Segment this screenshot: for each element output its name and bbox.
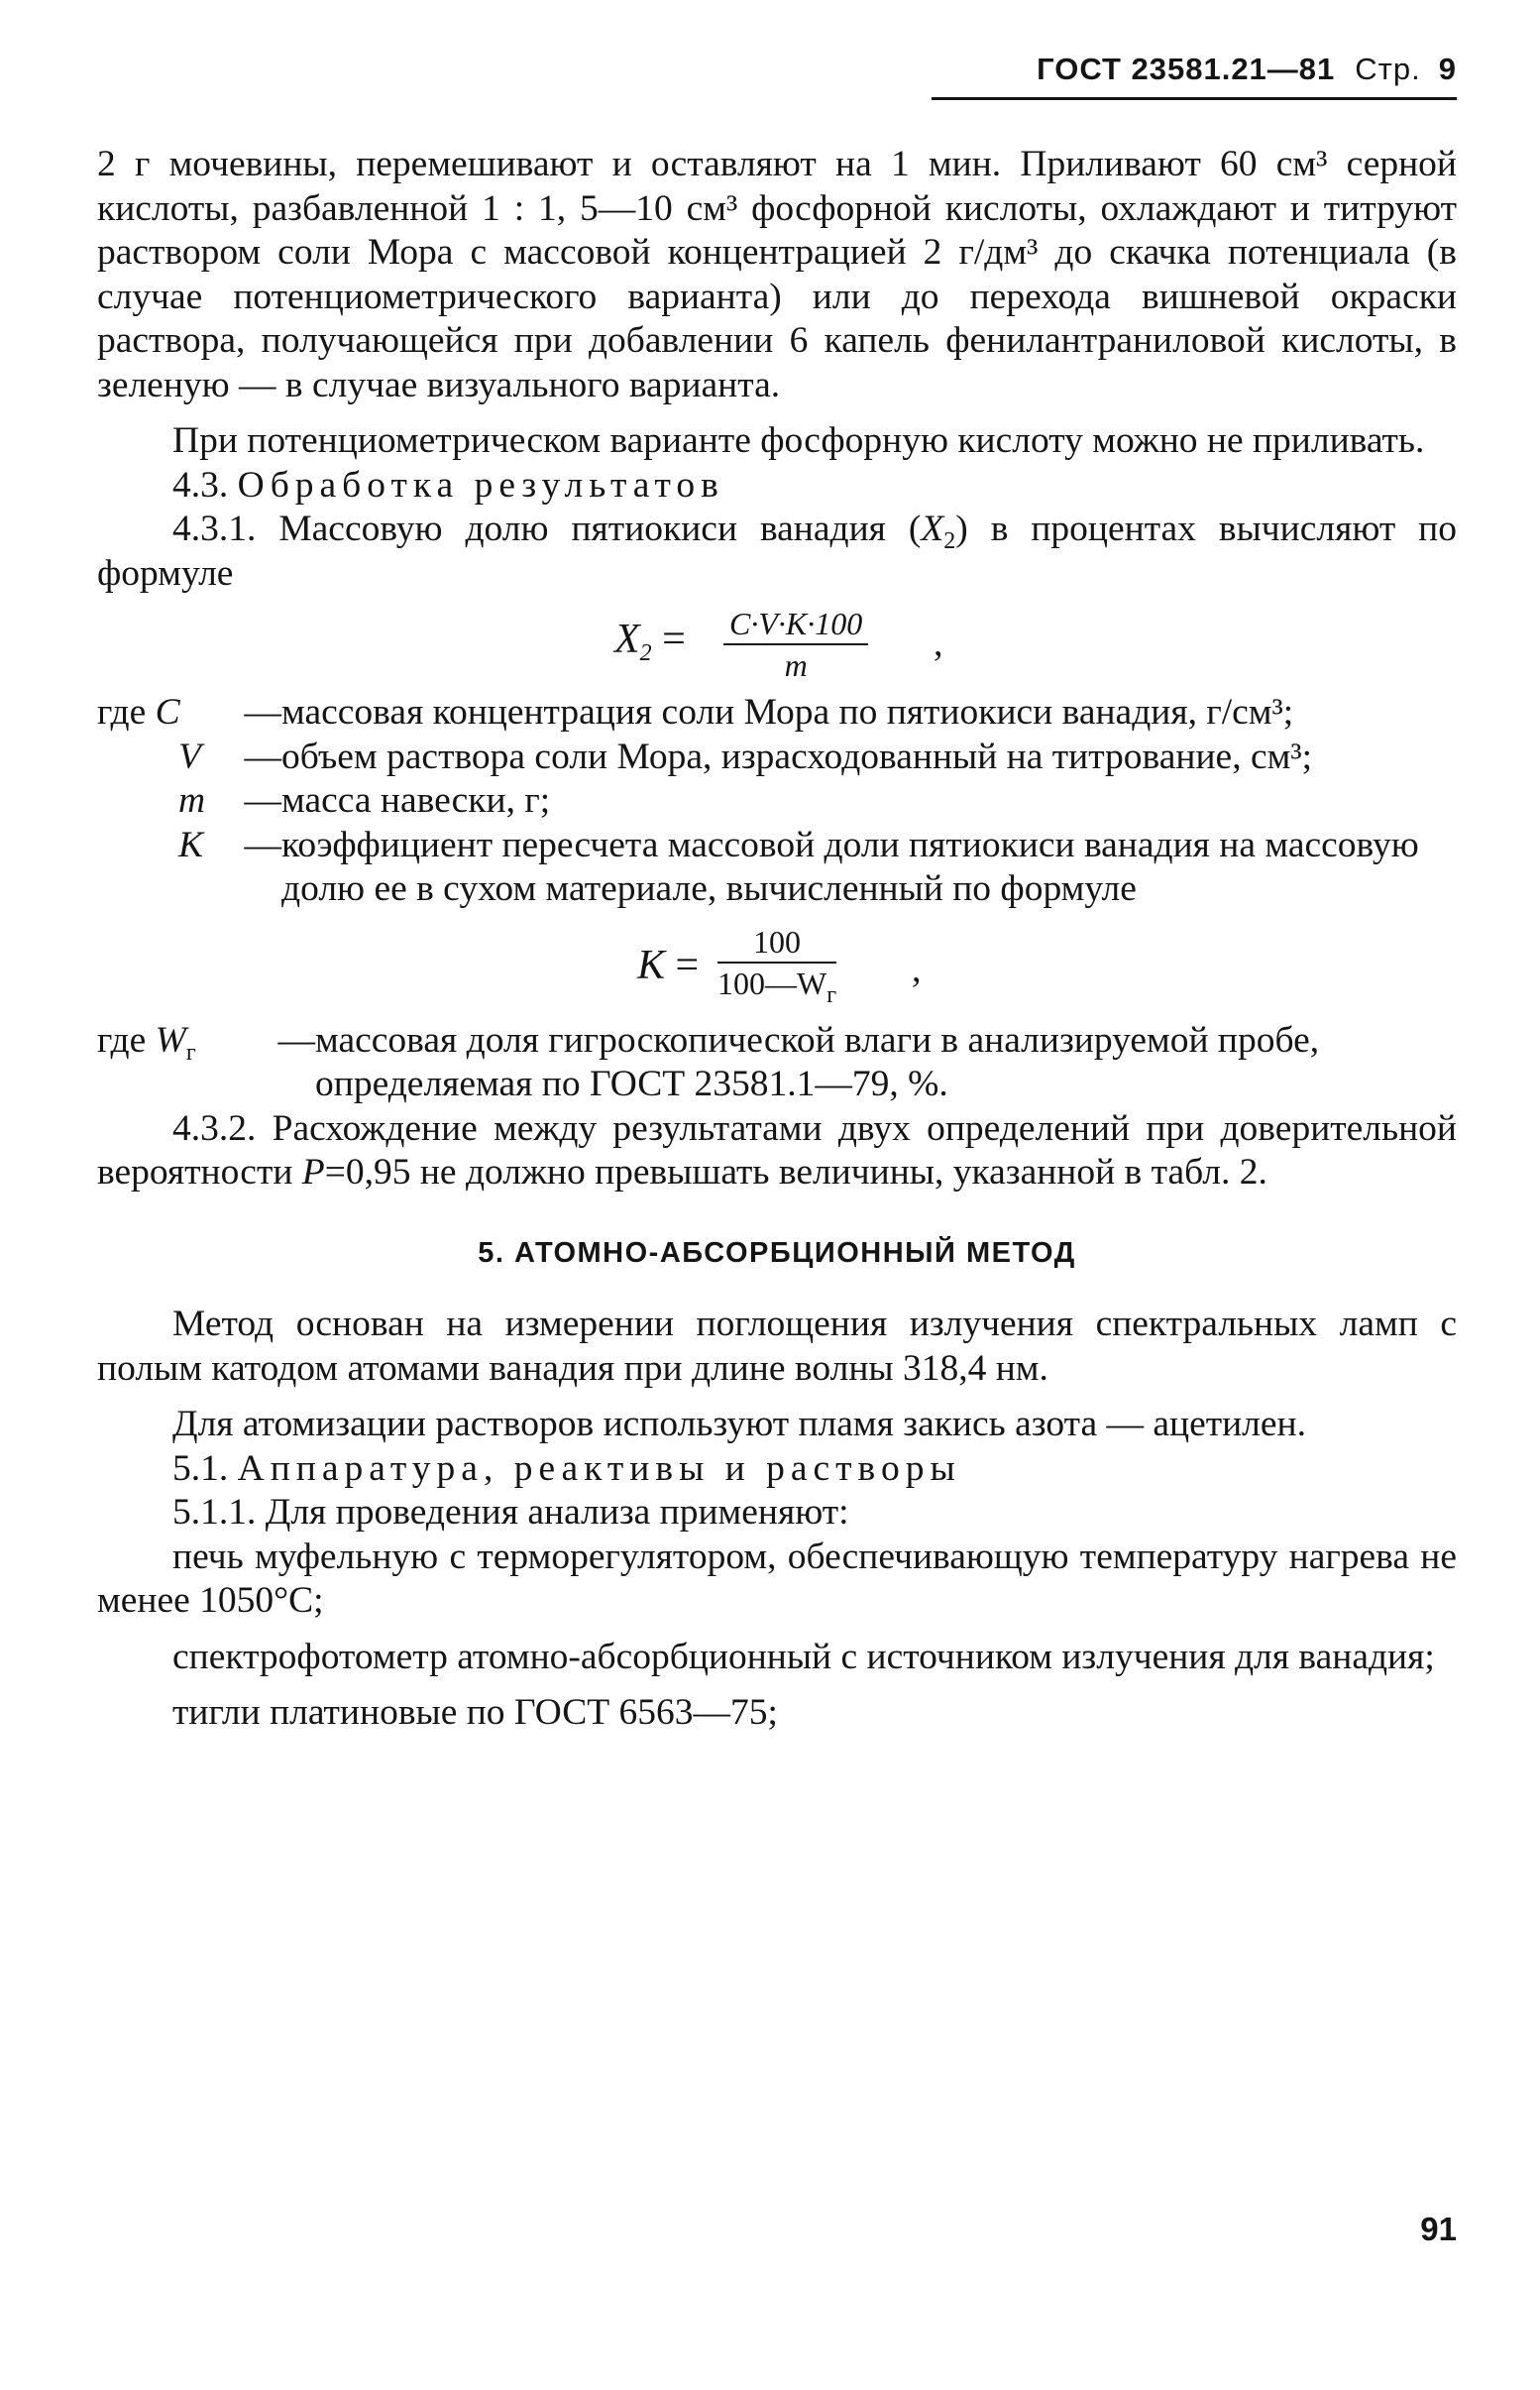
paragraph-5-1-1: 5.1.1. Для проведения анализа применяют: bbox=[172, 1492, 849, 1533]
symbol-c: C bbox=[155, 692, 180, 733]
formula-x2-comma: , bbox=[934, 623, 943, 664]
definition-c: где C — массовая концентрация соли Мора по пятиокиси ванадия, г/см³; bbox=[97, 692, 1294, 733]
symbol-m: m bbox=[178, 780, 206, 821]
definition-w-text: массовая доля гигроскопической влаги в анализируемой пробе, определяемая по ГОСТ 23581.1—79, %. bbox=[315, 1019, 1320, 1104]
paragraph-4-3-2-tail: =0,95 не должно превышать величины, указанной в табл. 2. bbox=[324, 1152, 1267, 1193]
var-x2-subscript: 2 bbox=[943, 528, 956, 554]
definition-prefix: где bbox=[97, 1019, 147, 1061]
paragraph-4-3-2 bbox=[97, 1107, 1457, 1195]
definition-k: K — коэффициент пересчета массовой доли пятиокиси ванадия на массовую долю ее в сухом материале, вычисленный по формуле bbox=[178, 824, 1419, 909]
paragraph-method-basis: Метод основан на измерении поглощения излучения спектральных ламп с полым катодом атомами ванадия при длине волны 318,4 нм. bbox=[97, 1304, 1457, 1389]
list-item-spectrophotometer: спектрофотометр атомно-абсорбционный с источником излучения для ванадия; bbox=[172, 1636, 1435, 1677]
paragraph-potentiometric-note: При потенциометрическом варианте фосфорную кислоту можно не приливать. bbox=[172, 420, 1425, 461]
symbol-v: V bbox=[178, 736, 201, 777]
var-x2: X bbox=[921, 509, 944, 549]
definition-v: V — объем раствора соли Мора, израсходованный на титрование, см³; bbox=[178, 736, 1312, 777]
definition-prefix: где bbox=[97, 692, 147, 733]
formula-x2-lhs: $X_2$ = bbox=[614, 617, 686, 666]
formula-x2-denominator: m bbox=[784, 647, 808, 683]
standard-number: ГОСТ 23581.21—81 bbox=[1037, 52, 1336, 86]
list-item-muffle-furnace: печь муфельную с терморегулятором, обеспечивающую температуру нагрева не менее 1050°С; bbox=[97, 1536, 1457, 1621]
section-5-title: 5. АТОМНО-АБСОРБЦИОННЫЙ МЕТОД bbox=[478, 1236, 1076, 1269]
var-p: P bbox=[301, 1152, 325, 1193]
definition-w: где $W_г$ — массовая доля гигроскопической влаги в анализируемой пробе, определяемая по ГОСТ 23581.1—79, %. bbox=[97, 1019, 1320, 1104]
symbol-w: W bbox=[155, 1019, 186, 1061]
heading-4-3 bbox=[97, 464, 1457, 509]
formula-k-numerator: 100 bbox=[717, 922, 836, 964]
paragraph-atomization: Для атомизации растворов используют пламя закись азота — ацетилен. bbox=[172, 1404, 1306, 1444]
symbol-k: K bbox=[178, 824, 204, 865]
formula-x2 bbox=[97, 604, 1457, 685]
heading-4-3-number: 4.3. bbox=[172, 464, 229, 506]
footer-page-number: 91 bbox=[1420, 2211, 1457, 2247]
definition-v-text: объем раствора соли Мора, израсходованный на титрование, см³; bbox=[281, 736, 1312, 777]
formula-k-fraction bbox=[717, 922, 837, 1008]
body-text bbox=[97, 143, 1457, 1736]
definition-k-text: коэффициент пересчета массовой доли пятиокиси ванадия на массовую долю ее в сухом материале, вычисленный по формуле bbox=[281, 824, 1419, 909]
definition-m: m — масса навески, г; bbox=[178, 780, 551, 821]
formula-x2-numerator: C·V·K·100 bbox=[723, 604, 868, 645]
heading-5-1-number: 5.1. bbox=[172, 1447, 229, 1489]
document-page bbox=[97, 52, 1457, 2361]
paragraph-4-3-1 bbox=[97, 508, 1457, 596]
heading-5-1-title: Аппаратура, реактивы и растворы bbox=[237, 1447, 961, 1489]
formula-k-comma: , bbox=[912, 948, 922, 990]
running-header bbox=[932, 52, 1457, 100]
formula-k bbox=[97, 922, 1457, 1013]
page-label: Стр. bbox=[1355, 52, 1421, 86]
list-item-platinum-crucibles: тигли платиновые по ГОСТ 6563—75; bbox=[172, 1692, 778, 1733]
definition-m-text: масса навески, г; bbox=[281, 780, 551, 821]
definition-c-text: массовая концентрация соли Мора по пятиокиси ванадия, г/см³; bbox=[281, 692, 1294, 733]
heading-5-1 bbox=[97, 1447, 1457, 1492]
paragraph-4-3-1-lead: 4.3.1. Массовую долю пятиокиси ванадия ( bbox=[172, 509, 922, 549]
paragraph-procedure-continued: 2 г мочевины, перемешивают и оставляют на 1 мин. Приливают 60 см³ серной кислоты, разбавленной 1 : 1, 5—10 см³ фосфорной кислоты, охлаждают и титруют раствором соли Мора с массовой концентрацией 2 г/дм³ до скачка потенциала (в случае потенциометрического варианта) или до перехода вишневой окраски раствора, получающейся при добавлении 6 капель фенилантраниловой кислоты, в зеленую — в случае визуального варианта. bbox=[97, 144, 1457, 405]
heading-4-3-title: Обработка результатов bbox=[237, 464, 724, 506]
symbol-w-subscript: г bbox=[185, 1039, 196, 1066]
formula-k-lhs: K = bbox=[637, 942, 700, 988]
definitions-list bbox=[97, 691, 1457, 912]
header-page-number: 9 bbox=[1438, 52, 1457, 86]
paragraph-4-3-2-lead: 4.3.2. Расхождение между результатами двух определений при доверительной вероятности bbox=[97, 1107, 1457, 1193]
formula-k-denominator: $100—W_г$ bbox=[717, 965, 837, 1008]
formula-x2-fraction bbox=[723, 604, 868, 685]
paragraph-4-3-1-tail: ) в процентах вычисляют по формуле bbox=[97, 509, 1457, 594]
